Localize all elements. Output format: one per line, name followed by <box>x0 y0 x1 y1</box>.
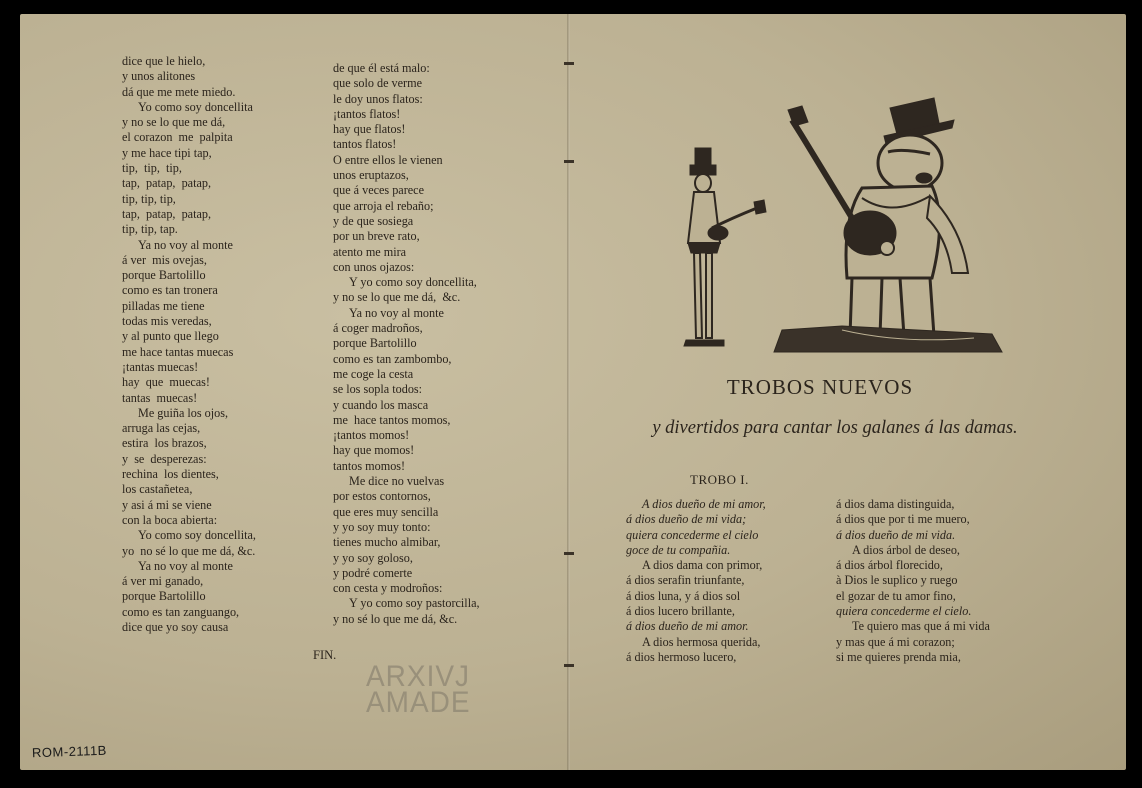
verse-line: que solo de verme <box>333 76 423 91</box>
verse-line: A dios árbol de deseo, <box>852 542 960 557</box>
verse-line: Y yo como soy doncellita, <box>349 275 477 290</box>
verse-line: con cesta y modroños: <box>333 581 443 596</box>
archive-stamp <box>366 659 478 719</box>
verse-line: A dios dueño de mi amor, <box>642 497 766 511</box>
section-heading: TROBO I. <box>690 472 749 487</box>
verse-line: á dios serafin triunfante, <box>626 573 745 588</box>
verse-line: hay que momos! <box>333 443 415 458</box>
verse-line: que arroja el rebaño; <box>333 198 434 213</box>
right-page-column-2 <box>836 497 1041 665</box>
verse-line: A dios hermosa querida, <box>642 634 761 649</box>
verse-line: quiera concederme el cielo. <box>836 604 972 619</box>
stitch-mark <box>564 62 574 65</box>
small-guitarist-figure <box>684 148 766 346</box>
verse-line: me hace tantas muecas <box>122 344 234 359</box>
verse-line: á coger madroños, <box>333 321 423 336</box>
verse-line: como es tan zanguango, <box>122 604 240 619</box>
left-page-column-2 <box>333 61 513 627</box>
verse-line: Ya no voy al monte <box>138 237 233 252</box>
verse-line: à Dios le suplico y ruego <box>836 573 958 588</box>
left-page-column-1 <box>122 54 302 635</box>
verse-line: pilladas me tiene <box>122 298 205 313</box>
shelfmark-label: ROM-2111B <box>31 742 108 761</box>
fin-label: FIN. <box>313 648 337 662</box>
verse-line: y podré comerte <box>333 565 413 580</box>
verse-line: Ya no voy al monte <box>138 558 233 573</box>
verse-line: y asi á mi se viene <box>122 497 212 512</box>
verse-line: como es tan tronera <box>122 283 218 298</box>
large-guitarist-figure <box>774 98 1002 352</box>
verse-line: porque Bartolillo <box>122 589 206 604</box>
verse-line: que eres muy sencilla <box>333 504 439 519</box>
verse-line: y de que sosiega <box>333 213 414 228</box>
verse-line: rechina los dientes, <box>122 467 219 482</box>
verse-line: atento me mira <box>333 244 407 259</box>
stamp-line: AMADE <box>366 685 471 719</box>
verse-line: de que él está malo: <box>333 61 430 75</box>
stitch-mark <box>564 552 574 555</box>
verse-line: y me hace tipi tap, <box>122 145 212 160</box>
verse-line: Te quiero mas que á mi vida <box>852 619 990 634</box>
verse-line: goce de tu compañia. <box>626 542 731 557</box>
verse-line: y yo soy muy tonto: <box>333 519 431 534</box>
verse-line: y yo soy goloso, <box>333 550 413 565</box>
page-subtitle: y divertidos para cantar los galanes á las damas. <box>652 418 1018 438</box>
verse-line: todas mis veredas, <box>122 314 212 329</box>
verse-line: Me dice no vuelvas <box>349 474 445 489</box>
verse-line: A dios dama con primor, <box>642 558 763 573</box>
verse-line: ¡tantos momos! <box>333 428 410 443</box>
verse-line: á dios que por ti me muero, <box>836 512 970 527</box>
verse-line: á dios hermoso lucero, <box>626 649 737 664</box>
verse-line: ¡tantas muecas! <box>122 359 199 374</box>
verse-line: me coge la cesta <box>333 366 414 381</box>
verse-line: con unos ojazos: <box>333 259 415 274</box>
verse-line: y cuando los masca <box>333 397 429 412</box>
verse-line: quiera concederme el cielo <box>626 527 759 542</box>
stitch-mark <box>564 664 574 667</box>
verse-line: los castañetea, <box>122 482 193 497</box>
verse-line: y unos alitones <box>122 69 196 84</box>
verse-line: tantas muecas! <box>122 390 198 405</box>
verse-line: tap, patap, patap, <box>122 206 212 221</box>
verse-line: por un breve rato, <box>333 229 420 244</box>
verse-line: el corazon me palpita <box>122 130 233 145</box>
verse-line: me hace tantos momos, <box>333 412 451 427</box>
verse-line: á dios lucero brillante, <box>626 604 735 619</box>
verse-line: le doy unos flatos: <box>333 91 423 106</box>
center-fold <box>567 14 570 770</box>
right-page-column-1 <box>626 497 831 665</box>
verse-line: tip, tip, tip, <box>122 191 176 206</box>
verse-line: y no se lo que me dá, <box>122 115 226 130</box>
verse-line: unos eruptazos, <box>333 168 409 183</box>
verse-line: hay que muecas! <box>122 375 210 390</box>
verse-line: con la boca abierta: <box>122 512 218 527</box>
verse-line: á dios dama distinguida, <box>836 497 955 511</box>
verse-line: Ya no voy al monte <box>349 305 444 320</box>
verse-line: á dios dueño de mi vida. <box>836 527 956 542</box>
verse-line: O entre ellos le vienen <box>333 152 443 167</box>
verse-line: el gozar de tu amor fino, <box>836 588 956 603</box>
verse-line: dá que me mete miedo. <box>122 84 236 99</box>
verse-line: y mas que á mi corazon; <box>836 634 955 649</box>
verse-line: tip, tip, tip, <box>122 161 182 176</box>
verse-line: porque Bartolillo <box>122 268 206 283</box>
verse-line: Y yo como soy pastorcilla, <box>349 596 480 611</box>
verse-line: dice que le hielo, <box>122 54 206 68</box>
verse-line: tantos flatos! <box>333 137 397 152</box>
verse-line: á dios árbol florecido, <box>836 558 943 573</box>
woodcut-illustration <box>662 68 1010 368</box>
verse-line: tantos momos! <box>333 458 406 473</box>
verse-line: tip, tip, tap. <box>122 222 178 237</box>
verse-line: á dios luna, y á dios sol <box>626 588 741 603</box>
verse-line: y no sé lo que me dá, &c. <box>333 611 458 626</box>
verse-line: Yo como soy doncellita, <box>138 528 256 543</box>
verse-line: hay que flatos! <box>333 122 406 137</box>
verse-line: á dios dueño de mi vida; <box>626 512 747 527</box>
verse-line: tap, patap, patap, <box>122 176 212 191</box>
verse-line: Me guiña los ojos, <box>138 405 229 420</box>
stitch-mark <box>564 160 574 163</box>
verse-line: á ver mi ganado, <box>122 574 204 589</box>
verse-line: yo no sé lo que me dá, &c. <box>122 543 256 558</box>
verse-line: se los sopla todos: <box>333 382 423 397</box>
verse-line: arruga las cejas, <box>122 421 201 436</box>
verse-line: y se desperezas: <box>122 451 207 466</box>
verse-line: estira los brazos, <box>122 436 207 451</box>
page-title: TROBOS NUEVOS <box>726 375 914 399</box>
verse-line: á dios dueño de mi amor. <box>626 619 749 634</box>
verse-line: porque Bartolillo <box>333 336 417 351</box>
verse-line: y al punto que llego <box>122 329 219 344</box>
verse-line: Yo como soy doncellita <box>138 99 253 114</box>
verse-line: como es tan zambombo, <box>333 351 452 366</box>
verse-line: dice que yo soy causa <box>122 619 229 634</box>
verse-line: ¡tantos flatos! <box>333 106 401 121</box>
verse-line: por estos contornos, <box>333 489 431 504</box>
verse-line: y no se lo que me dá, &c. <box>333 290 461 305</box>
verse-line: á ver mis ovejas, <box>122 252 207 267</box>
verse-line: que á veces parece <box>333 183 425 198</box>
verse-line: si me quieres prenda mia, <box>836 649 961 664</box>
verse-line: tienes mucho almibar, <box>333 535 441 550</box>
stamp-line: ARXIVJ <box>366 659 471 693</box>
